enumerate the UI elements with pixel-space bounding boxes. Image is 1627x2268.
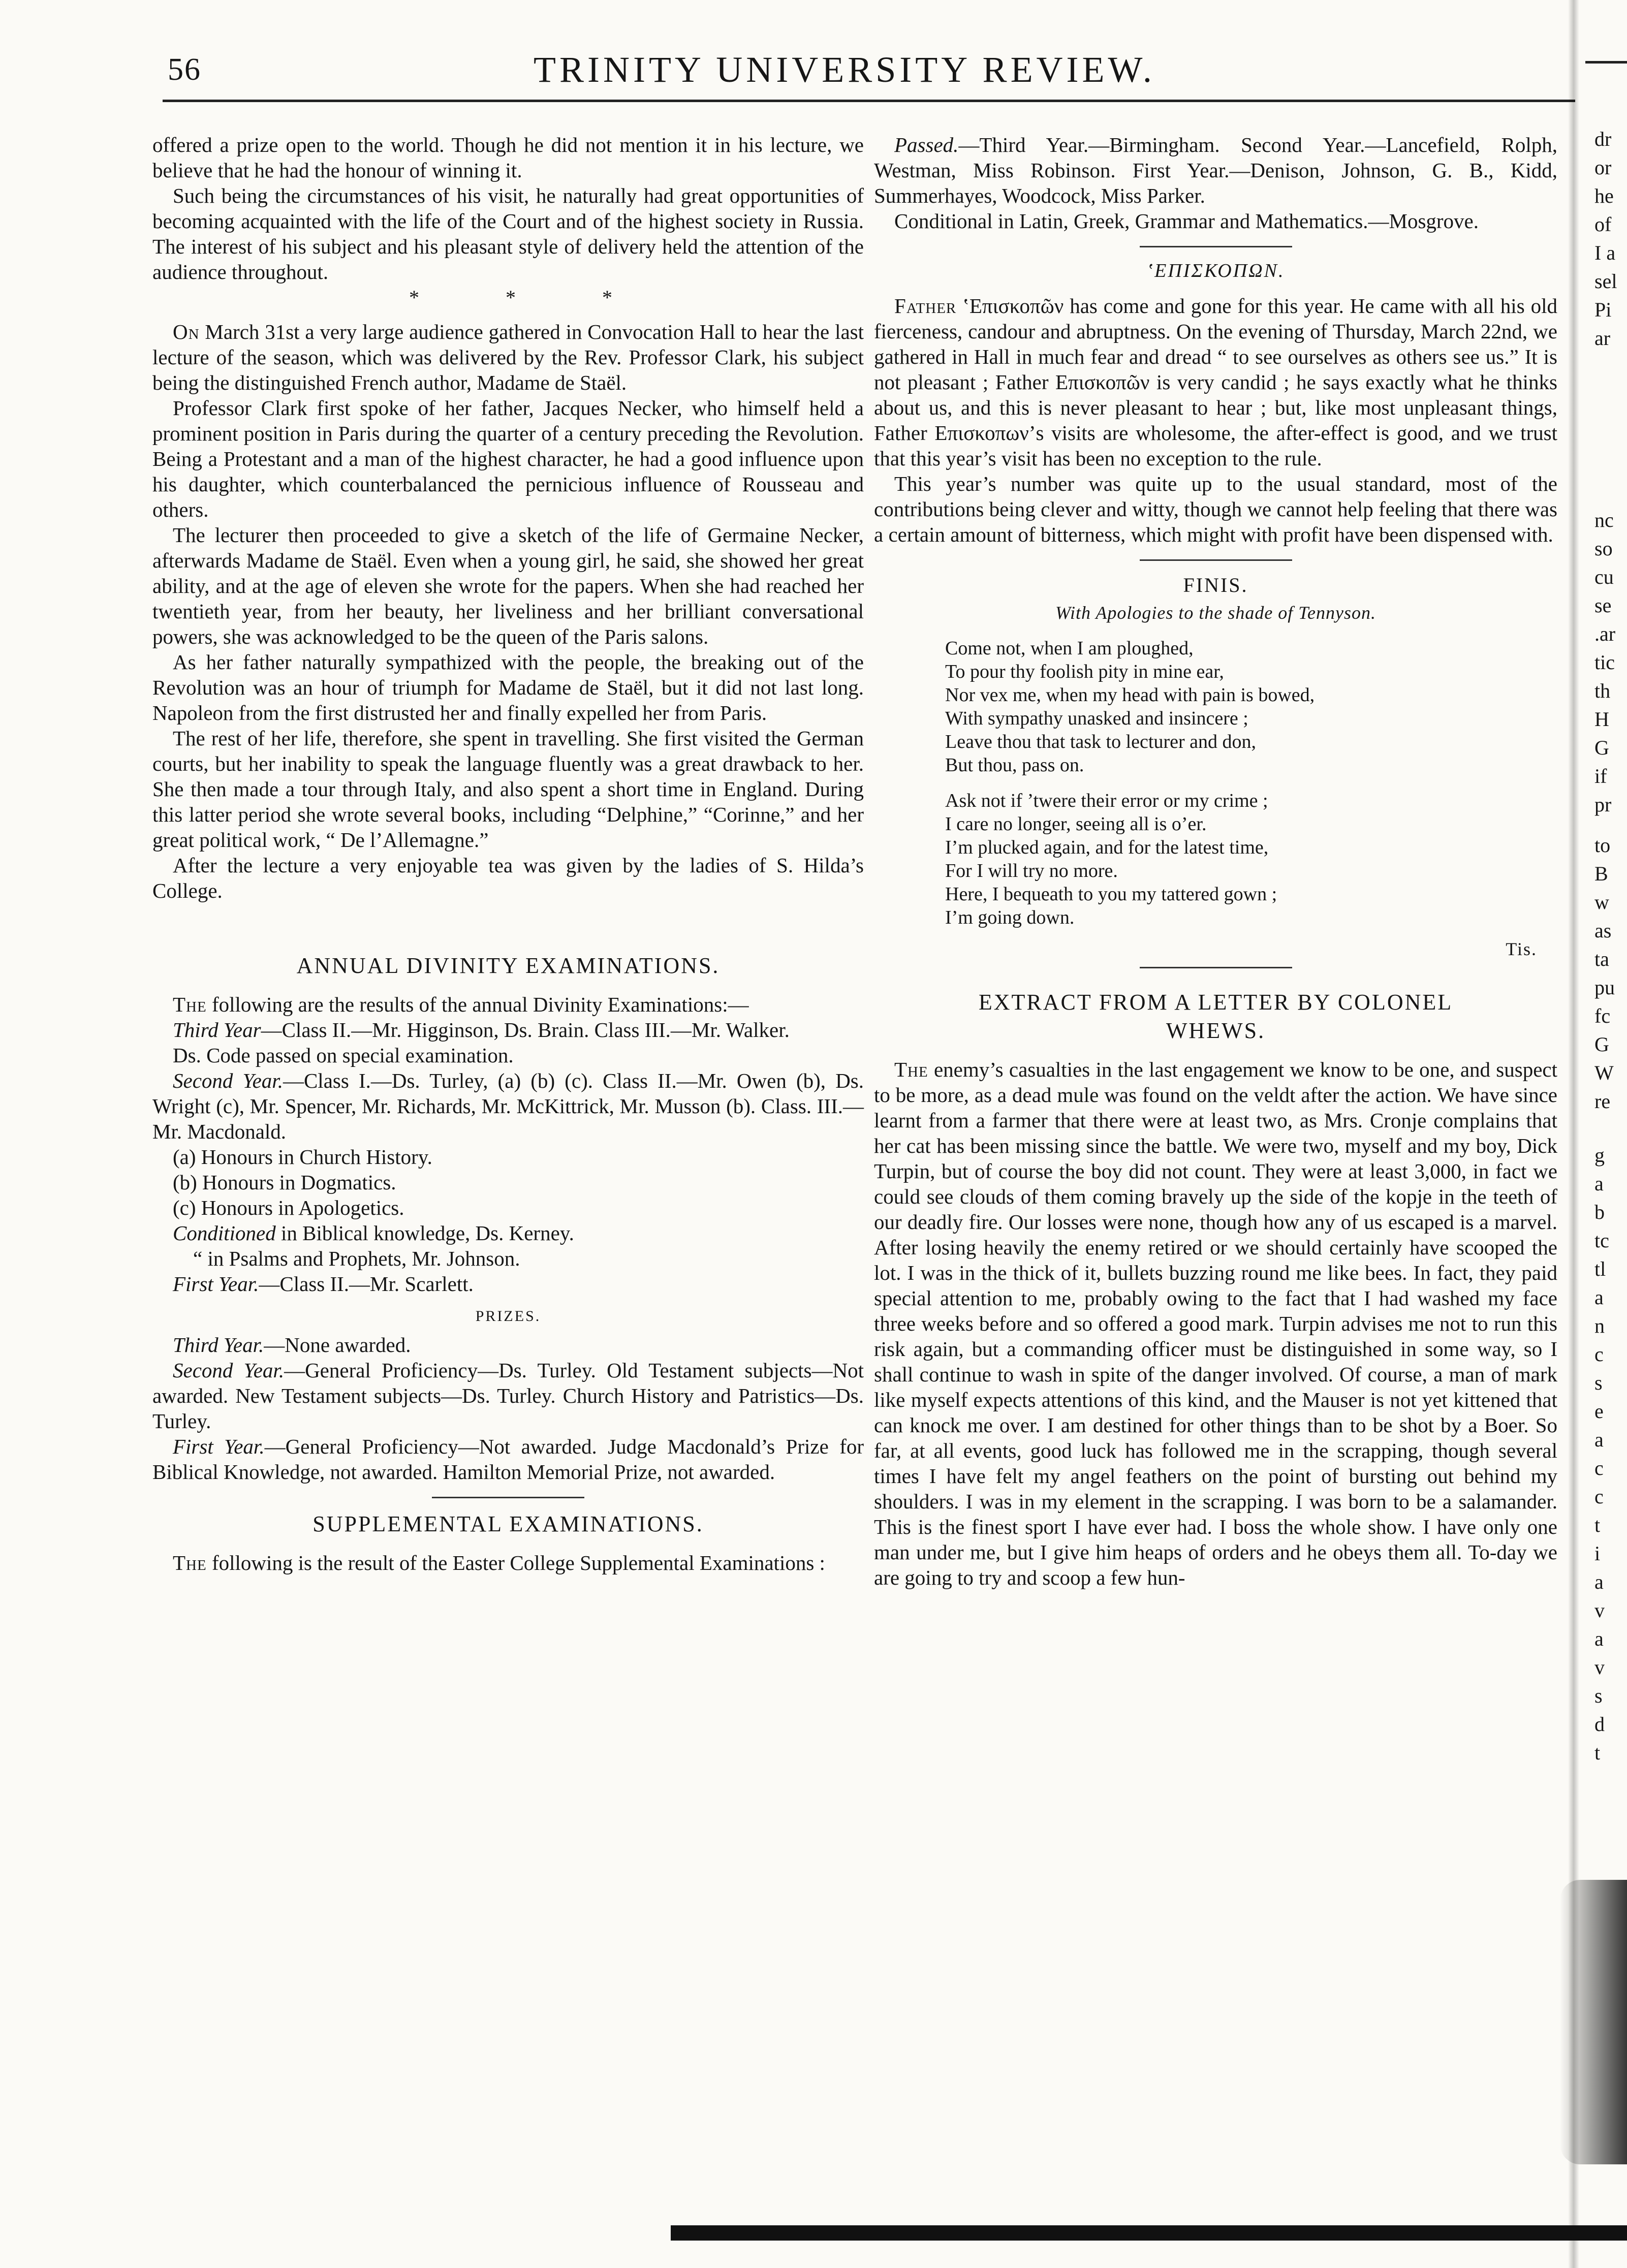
section-divider bbox=[1140, 246, 1292, 247]
facing-page-fragment: c bbox=[1594, 1343, 1604, 1366]
facing-page-fragment: he bbox=[1594, 184, 1614, 207]
intro-paragraph-1: offered a prize open to the world. Though he did not mention it in his lecture, we believe that he had the honour of winning it. bbox=[152, 133, 864, 182]
facing-page-fragment: B bbox=[1594, 862, 1608, 885]
stael-paragraph-6: After the lecture a very enjoyable tea was given by the ladies of S. Hilda’s College. bbox=[152, 854, 864, 902]
poem-line: I care no longer, seeing all is o’er. bbox=[945, 813, 1207, 835]
passed-results bbox=[874, 132, 1557, 208]
facing-page-fragment: se bbox=[1594, 594, 1612, 617]
code-note: Ds. Code passed on special examination. bbox=[173, 1044, 514, 1067]
facing-page-fragment: s bbox=[1594, 1371, 1603, 1394]
divinity-intro-text: following are the results of the annual Divinity Examinations:— bbox=[211, 993, 749, 1016]
facing-page-fragment: G bbox=[1594, 1033, 1609, 1056]
facing-page-fragment: v bbox=[1594, 1656, 1605, 1679]
conditioned-line-2: “ in Psalms and Prophets, Mr. Johnson. bbox=[193, 1247, 520, 1270]
divinity-exams-heading: ANNUAL DIVINITY EXAMINATIONS. bbox=[296, 953, 720, 978]
episkopon-paragraph-2: This year’s number was quite up to the usual standard, most of the contributions being clever and witty, though we cannot help feeling that there was a certain amount of bitterness, which might with profit have been dispensed with. bbox=[874, 472, 1557, 546]
facing-page-fragment: so bbox=[1594, 537, 1613, 560]
poem-line: Leave thou that task to lecturer and don, bbox=[945, 731, 1257, 752]
finis-heading: FINIS. bbox=[1183, 574, 1248, 596]
prize-first-text: —General Proficiency—Not awarded. Judge Macdonald’s Prize for Biblical Knowledge, not awarded. Hamilton Memorial Prize, not awarded. bbox=[152, 1435, 864, 1484]
third-year-label: Third Year bbox=[173, 1018, 261, 1042]
publication-title: TRINITY UNIVERSITY REVIEW. bbox=[534, 49, 1155, 90]
left-column bbox=[152, 132, 864, 1576]
first-year-results bbox=[152, 1271, 864, 1297]
facing-page-fragment: a bbox=[1594, 1428, 1604, 1451]
facing-page-fragment: nc bbox=[1594, 509, 1614, 531]
section-divider bbox=[432, 1497, 584, 1498]
divinity-intro bbox=[152, 992, 864, 1017]
poem-line: For I will try no more. bbox=[945, 860, 1118, 881]
facing-page-fragment: n bbox=[1594, 1314, 1605, 1337]
facing-page-fragment: s bbox=[1594, 1684, 1603, 1707]
page-number: 56 bbox=[168, 52, 201, 87]
supplemental-intro bbox=[152, 1550, 864, 1576]
facing-page-fragment: tc bbox=[1594, 1229, 1609, 1252]
conditioned-line bbox=[152, 1220, 864, 1246]
section-separator-stars: * * * bbox=[409, 286, 653, 309]
stael-paragraph-2: Professor Clark first spoke of her father, Jacques Necker, who himself held a prominent position in Paris during the quarter of a century preceding the Revolution. Being a Protestant and a man of the highest character, he had a good influence upon his daughter, which counterbalanced the pernicious influence of Rousseau and others. bbox=[152, 396, 864, 521]
supplemental-text: following is the result of the Easter College Supplemental Examinations : bbox=[211, 1551, 825, 1574]
stael-paragraph-1-text: March 31st a very large audience gathered in Convocation Hall to hear the last lecture of the season, which was delivered by the Rev. Professor Clark, his subject being the distinguished French author, Madame de Staël. bbox=[152, 320, 864, 394]
stael-paragraph-4: As her father naturally sympathized with the people, the breaking out of the Revolution was an hour of triumph for Madame de Staël, but it did not last long. Napoleon from the first distrusted her and finally expelled her from Paris. bbox=[152, 650, 864, 724]
facing-page-fragment: if bbox=[1594, 765, 1607, 788]
prize-second-year bbox=[152, 1358, 864, 1434]
poem-line: I’m plucked again, and for the latest time, bbox=[945, 837, 1269, 858]
section-divider bbox=[1140, 967, 1292, 968]
facing-page-fragment: W bbox=[1594, 1061, 1614, 1084]
poem-signature: Tis. bbox=[1506, 939, 1537, 959]
second-year-label: Second Year. bbox=[173, 1069, 283, 1092]
facing-page-fragment: or bbox=[1594, 156, 1612, 179]
extract-heading-line-2: WHEWS. bbox=[1166, 1018, 1266, 1043]
facing-page-fragment: ar bbox=[1594, 327, 1611, 350]
conditional-results: Conditional in Latin, Greek, Grammar and Mathematics.—Mosgrove. bbox=[894, 209, 1479, 233]
facing-page-fragment: t bbox=[1594, 1514, 1601, 1536]
intro-paragraph-2: Such being the circumstances of his visit, he naturally had great opportunities of becoming acquainted with the life of the Court and of the highest society in Russia. The interest of his subject and his pleasant style of delivery held the attention of the audience throughout. bbox=[152, 184, 864, 284]
extract-paragraph bbox=[874, 1057, 1557, 1590]
facing-page-fragment: d bbox=[1594, 1713, 1605, 1736]
facing-page-fragment: t bbox=[1594, 1741, 1601, 1764]
supplemental-lead-word: The bbox=[173, 1551, 207, 1574]
facing-page-fragment: a bbox=[1594, 1286, 1604, 1309]
conditioned-text: in Biblical knowledge, Ds. Kerney. bbox=[275, 1221, 574, 1245]
facing-page-fragment: of bbox=[1594, 213, 1612, 236]
facing-page-fragment: ta bbox=[1594, 948, 1609, 970]
facing-page-fragment: .ar bbox=[1594, 622, 1616, 645]
divinity-lead-word: The bbox=[173, 993, 207, 1016]
prize-first-year bbox=[152, 1434, 864, 1485]
prize-third-label: Third Year. bbox=[173, 1333, 264, 1357]
facing-page-fragment: H bbox=[1594, 708, 1609, 731]
extract-text: enemy’s casualties in the last engagement we know to be one, and suspect to be more, as a dead mule was found on the veldt after the action. We have since learnt from a farmer that there were at least two, as Mrs. Cronje complains that her cat has been missing since the battle. We were two, myself and my boy, Dick Turpin, but of course the boy did not count. They were at least 3,000, in fact we could see clouds of them coming bravely up the side of the kopje in the teeth of our deadly fire. Our losses were none, though how any of us escaped is a marvel. After losing heavily the enemy retired or we should certainly have scooped the lot. I was in the thick of it, bullets buzzing round me like bees. In fact, they paid special attention to me, probably owing to the fact that I had washed my face three weeks before and so offered a good mark. Turpin advises me not to run this risk again, but a commanding officer must be distinguished in some way, so I shall continue to wash in spite of the danger involved. Of course, a man of mark like myself expects attentions of this kind, and the Mauser is not yet kittened that can knock me over. I am destined for other things than to be shot by a Boer. So far, at all events, good luck has followed me in the scrapping, though several times I have felt my angel feathers on the point of bursting out behind my shoulders. I was in my element in the scrapping. I was born to be a salamander. This is the finest sport I have ever had. I boss the whole show. I have only one man under me, but I give him heaps of orders and he obeys them all. To-day we are going to try and scoop a few hun- bbox=[874, 1058, 1557, 1589]
facing-page-fragment: e bbox=[1594, 1400, 1604, 1423]
prize-third-text: —None awarded. bbox=[264, 1333, 411, 1357]
facing-page-fragment: tl bbox=[1594, 1257, 1606, 1280]
facing-page-fragment: a bbox=[1594, 1627, 1604, 1650]
facing-page-fragment: g bbox=[1594, 1144, 1605, 1167]
poem-line: Nor vex me, when my head with pain is bowed, bbox=[945, 684, 1315, 706]
facing-page-fragment: dr bbox=[1594, 128, 1612, 150]
poem bbox=[945, 637, 1557, 929]
facing-page-fragment: Pi bbox=[1594, 298, 1612, 321]
finis-subtitle: With Apologies to the shade of Tennyson. bbox=[1055, 603, 1376, 623]
passed-text: —Third Year.—Birmingham. Second Year.—Lancefield, Rolph, Westman, Miss Robinson. First Year.—Denison, Johnson, G. B., Kidd, Summerhayes, Woodcock, Miss Parker. bbox=[874, 133, 1557, 207]
prize-second-text: —General Proficiency—Ds. Turley. Old Testament subjects—Not awarded. New Testament subjects—Ds. Turley. Church History and Patristics—Ds. Turley. bbox=[152, 1359, 864, 1433]
first-year-text: —Class II.—Mr. Scarlett. bbox=[259, 1272, 474, 1296]
facing-page-fragment: tic bbox=[1594, 651, 1615, 674]
facing-page-fragment: b bbox=[1594, 1201, 1605, 1223]
honours-item: (c) Honours in Apologetics. bbox=[173, 1196, 404, 1219]
facing-page-fragment: sel bbox=[1594, 270, 1617, 293]
facing-page-fragment: re bbox=[1594, 1090, 1611, 1113]
header-rule bbox=[163, 100, 1575, 102]
section-divider bbox=[1140, 559, 1292, 561]
poem-line: Ask not if ’twere their error or my crime ; bbox=[945, 790, 1268, 811]
facing-page-fragment: G bbox=[1594, 736, 1609, 759]
prize-third-year bbox=[152, 1332, 864, 1358]
facing-page-fragment: fc bbox=[1594, 1004, 1611, 1027]
facing-page-fragment: I a bbox=[1594, 241, 1616, 264]
facing-page-fragment: as bbox=[1594, 919, 1612, 942]
facing-page-fragment: v bbox=[1594, 1599, 1605, 1622]
honours-item: (a) Honours in Church History. bbox=[173, 1145, 432, 1169]
facing-page-fragment: a bbox=[1594, 1172, 1604, 1195]
episkopon-lead-word: Father bbox=[894, 294, 957, 318]
facing-page-fragment: a bbox=[1594, 1570, 1604, 1593]
poem-line: I’m going down. bbox=[945, 907, 1075, 928]
poem-line: To pour thy foolish pity in mine ear, bbox=[945, 661, 1224, 682]
facing-page-fragment: cu bbox=[1594, 565, 1614, 588]
facing-page-fragment: to bbox=[1594, 834, 1611, 857]
poem-line: But thou, pass on. bbox=[945, 754, 1084, 776]
right-column bbox=[874, 132, 1557, 1590]
facing-page-fragment: i bbox=[1594, 1542, 1601, 1565]
honours-item: (b) Honours in Dogmatics. bbox=[173, 1171, 396, 1194]
stael-paragraph-3: The lecturer then proceeded to give a sketch of the life of Germaine Necker, afterwards Madame de Staël. Even when a young girl, he said, she showed her great ability, and at the age of eleven she wrote for the papers. When she had reached her twentieth year, from her beauty, her liveliness and her brilliant conversational powers, she was acknowledged to be the queen of the Paris salons. bbox=[152, 523, 864, 648]
second-year-results bbox=[152, 1068, 864, 1144]
episkopon-paragraph-1-text: ʽΕπισκοπῶν has come and gone for this year. He came with all his old fierceness, candour and abruptness. On the evening of Thursday, March 22nd, we gathered in Hall in much fear and dread “ to see ourselves as others see us.” It is not pleasant ; Father Επισκοπῶν is very candid ; he says exactly what he thinks about us, and this is never pleasant to hear ; but, like most unpleasant things, Father Επισκοπων’s visits are wholesome, the after-effect is good, and we trust that this year’s visit has been no exception to the rule. bbox=[874, 294, 1557, 470]
stael-lead-word: On bbox=[173, 320, 200, 343]
poem-stanza-2 bbox=[945, 789, 1557, 929]
first-year-label: First Year. bbox=[173, 1272, 259, 1296]
conditioned-label: Conditioned bbox=[173, 1221, 276, 1245]
third-year-results bbox=[152, 1017, 864, 1043]
passed-label: Passed. bbox=[894, 133, 959, 156]
stael-paragraph-1 bbox=[152, 319, 864, 395]
bottom-edge-bar bbox=[671, 2225, 1627, 2241]
facing-page-fragment: w bbox=[1594, 891, 1609, 914]
page-edge-ink-shadow bbox=[1560, 1880, 1627, 2164]
second-year-text: —Class I.—Ds. Turley, (a) (b) (c). Class II.—Mr. Owen (b), Ds. Wright (c), Mr. Spencer, Mr. Richards, Mr. McKittrick, Mr. Musson (b). Class. III.—Mr. Macdonald. bbox=[152, 1069, 864, 1143]
prize-second-label: Second Year. bbox=[173, 1359, 285, 1382]
facing-page-fragment: pu bbox=[1594, 976, 1615, 999]
facing-page-fragment: c bbox=[1594, 1457, 1604, 1479]
extract-heading-line-1: EXTRACT FROM A LETTER BY COLONEL bbox=[978, 990, 1453, 1015]
supplemental-exams-heading: SUPPLEMENTAL EXAMINATIONS. bbox=[312, 1511, 704, 1536]
prizes-heading: PRIZES. bbox=[475, 1308, 541, 1325]
poem-line: Come not, when I am ploughed, bbox=[945, 638, 1194, 659]
episkopon-heading: ʽΕΠΙΣΚΟΠΩΝ. bbox=[1146, 260, 1285, 281]
facing-page-fragment: th bbox=[1594, 679, 1611, 702]
prize-first-label: First Year. bbox=[173, 1435, 265, 1458]
facing-page-fragment: pr bbox=[1594, 793, 1612, 816]
poem-line: Here, I bequeath to you my tattered gown ; bbox=[945, 884, 1277, 905]
stael-paragraph-5: The rest of her life, therefore, she spent in travelling. She first visited the German courts, but her inability to speak the language fluently was a great drawback to her. She then made a tour through Italy, and also spent a short time in England. During this latter period she wrote several books, including “Delphine,” “Corinne,” and her great political work, “ De l’Allemagne.” bbox=[152, 727, 864, 852]
facing-page-fragment: c bbox=[1594, 1485, 1604, 1508]
extract-lead-word: The bbox=[894, 1058, 928, 1081]
poem-stanza-1 bbox=[945, 637, 1557, 777]
poem-line: With sympathy unasked and insincere ; bbox=[945, 708, 1248, 729]
third-year-text: —Class II.—Mr. Higginson, Ds. Brain. Class III.—Mr. Walker. bbox=[261, 1018, 790, 1042]
episkopon-paragraph-1 bbox=[874, 293, 1557, 471]
